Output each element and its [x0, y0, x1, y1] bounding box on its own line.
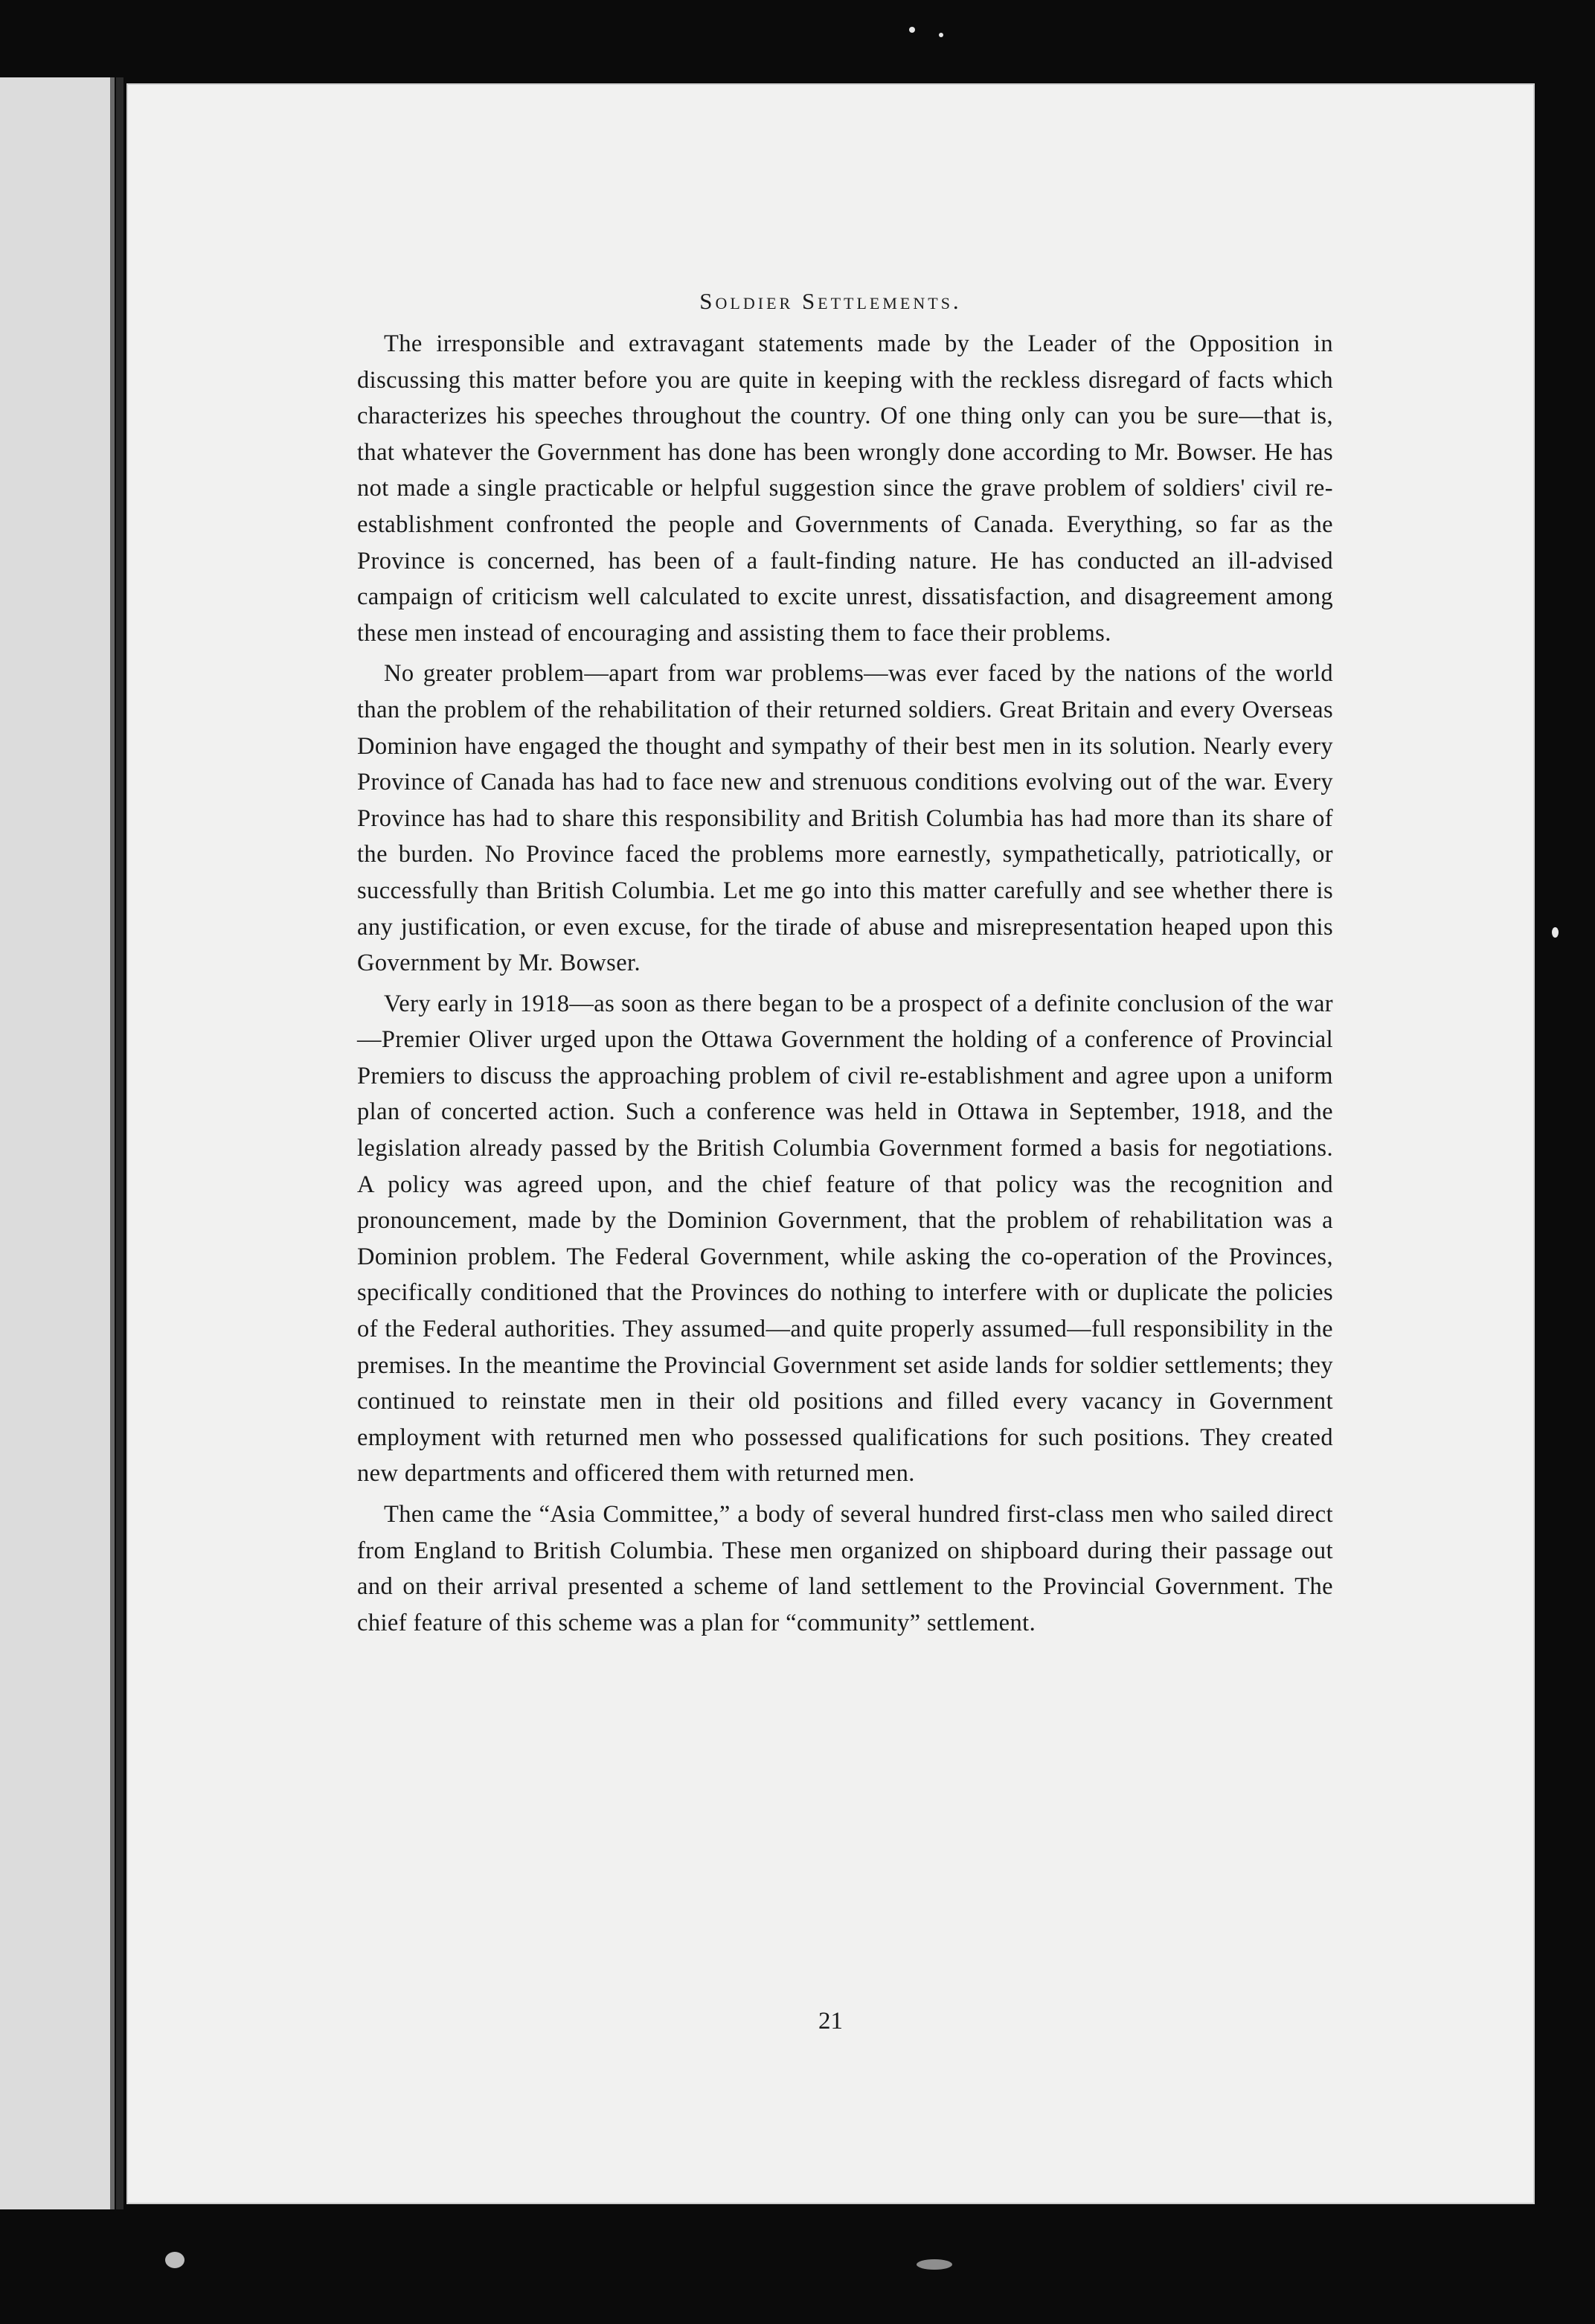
scan-speck — [165, 2252, 184, 2268]
body-text — [357, 326, 1333, 1645]
scan-speck — [939, 33, 943, 37]
scan-speck — [1552, 927, 1559, 938]
paragraph: The irresponsible and extravagant statements made by the Leader of the Opposition in discussing this matter before you are quite in keeping with the reckless disregard of facts which characterizes his speeches throughout the country. Of one thing only can you be sure—that is, that whatever the Government has done has been wrongly done according to Mr. Bowser. He has not made a single practicable or helpful suggestion since the grave problem of soldiers' civil re-establishment confronted the people and Governments of Canada. Everything, so far as the Province is concerned, has been of a fault-finding nature. He has conducted an ill-advised campaign of criticism well calculated to excite unrest, dissatisfaction, and disagreement among these men instead of encouraging and assisting them to face their problems. — [357, 330, 1333, 647]
scan-speck — [909, 27, 915, 33]
facing-page-edge — [0, 77, 115, 2209]
page-number: 21 — [818, 2008, 843, 2035]
paragraph: No greater problem—apart from war problems—was ever faced by the nations of the world than the problem of the rehabilitation of their returned soldiers. Great Britain and every Overseas Dominion have engaged the thought and sympathy of their best men in its solution. Nearly every Province of Canada has had to face new and strenuous conditions evolving out of the war. Every Province has had to share this responsibility and British Columbia has had more than its share of the burden. No Province faced the problems more earnestly, sympathetically, patriotically, or successfully than British Columbia. Let me go into this matter carefully and see whether there is any justification, or even excuse, for the tirade of abuse and misrepresentation heaped upon this Government by Mr. Bowser. — [357, 660, 1333, 977]
paragraph: Then came the “Asia Committee,” a body of several hundred first-class men who sailed direct from England to British Columbia. These men organized on shipboard during their passage out and on their arrival presented a scheme of land settlement to the Provincial Government. The chief feature of this scheme was a plan for “community” settlement. — [357, 1501, 1333, 1636]
document-page — [126, 83, 1535, 2204]
paragraph: Very early in 1918—as soon as there began to be a prospect of a definite conclusion of the war—Premier Oliver urged upon the Ottawa Government the holding of a conference of Provincial Premiers to discuss the approaching problem of civil re-establishment and agree upon a uniform plan of concerted action. Such a conference was held in Ottawa in September, 1918, and the legislation already passed by the British Columbia Government formed a basis for negotiations. A policy was agreed upon, and the chief feature of that policy was the recognition and pronouncement, made by the Dominion Government, that the problem of rehabilitation was a Dominion problem. The Federal Government, while asking the co-operation of the Provinces, specifically conditioned that the Provinces do nothing to interfere with or duplicate the policies of the Federal authorities. They assumed—and quite properly assumed—full responsibility in the premises. In the meantime the Provincial Government set aside lands for soldier settlements; they continued to reinstate men in their old positions and filled every vacancy in Government employment with returned men who possessed qualifications for such positions. They created new departments and officered them with returned men. — [357, 990, 1333, 1488]
scan-speck — [917, 2259, 952, 2270]
running-head: Soldier Settlements. — [699, 288, 962, 314]
